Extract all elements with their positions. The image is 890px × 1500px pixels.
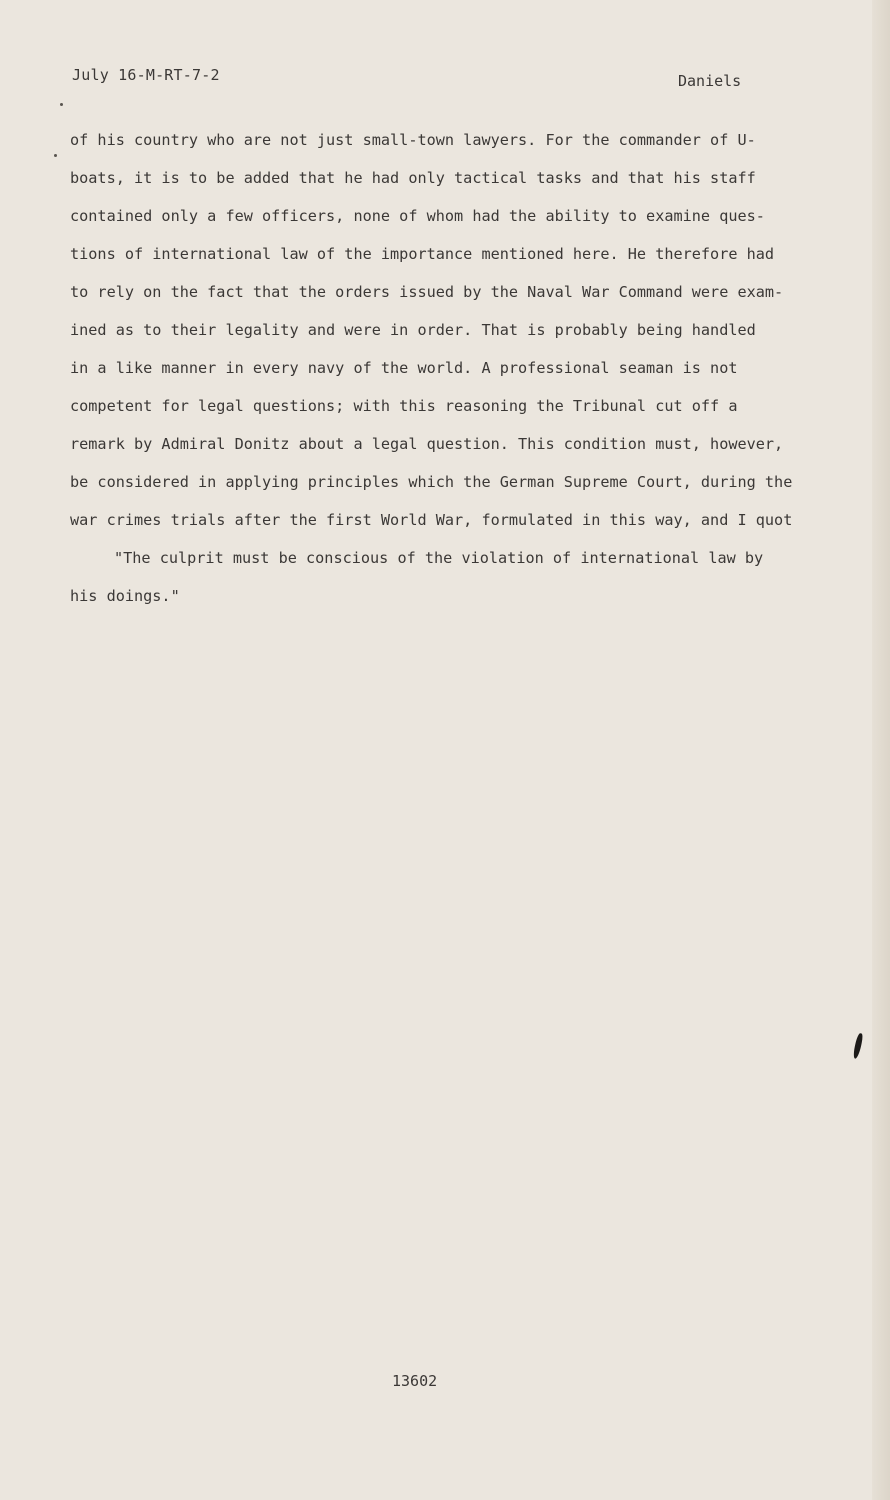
quotation-line: "The culprit must be conscious of the violation of international law by [114, 549, 764, 567]
text-line: contained only a few officers, none of whom had the ability to examine ques- [70, 207, 765, 225]
document-reference: July 16-M-RT-7-2 [72, 66, 220, 84]
paper-edge [872, 0, 890, 1500]
text-line: boats, it is to be added that he had only tactical tasks and that his staff [70, 169, 756, 187]
text-line: in a like manner in every navy of the world. A professional seaman is not [70, 359, 738, 377]
text-line: remark by Admiral Donitz about a legal question. This condition must, however, [70, 435, 784, 453]
text-line: ined as to their legality and were in order. That is probably being handled [70, 321, 756, 339]
quotation-line: his doings." [70, 587, 180, 605]
speaker-name: Daniels [678, 72, 742, 90]
text-line: of his country who are not just small-town lawyers. For the commander of U- [70, 131, 756, 149]
text-line: tions of international law of the importance mentioned here. He therefore had [70, 245, 775, 263]
text-line: to rely on the fact that the orders issued by the Naval War Command were exam- [70, 283, 784, 301]
ink-mark [852, 1033, 863, 1060]
text-line: competent for legal questions; with this reasoning the Tribunal cut off a [70, 397, 738, 415]
text-line: be considered in applying principles which the German Supreme Court, during the [70, 473, 793, 491]
stray-mark [54, 154, 57, 157]
stray-mark [60, 103, 63, 106]
page-number: 13602 [392, 1372, 438, 1390]
transcript-body [70, 128, 840, 622]
text-line: war crimes trials after the first World War, formulated in this way, and I quot [70, 511, 793, 529]
